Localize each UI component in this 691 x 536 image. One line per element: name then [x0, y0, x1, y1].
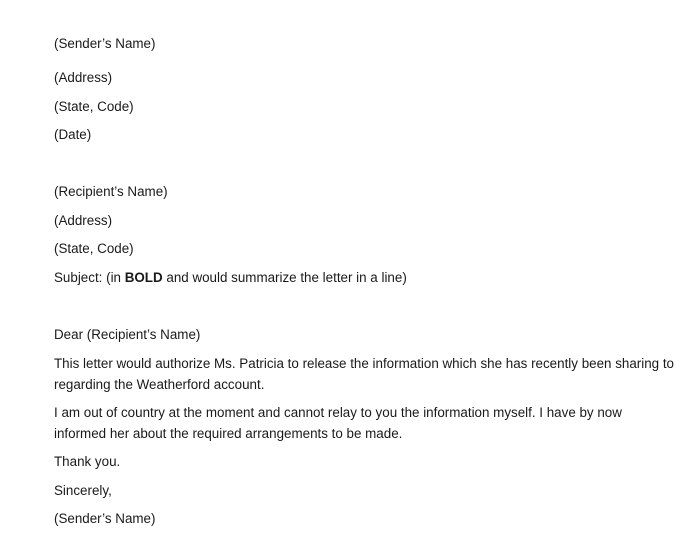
sender-address: (Address): [54, 70, 113, 85]
sender-name-signature: (Sender’s Name): [54, 511, 156, 526]
thanks-line: Thank you.: [54, 454, 121, 469]
recipient-name: (Recipient’s Name): [54, 184, 168, 199]
letter-date: (Date): [54, 127, 92, 142]
recipient-address: (Address): [54, 213, 113, 228]
sender-state-code: (State, Code): [54, 99, 134, 114]
sender-name: (Sender’s Name): [54, 36, 156, 51]
subject-suffix: and would summarize the letter in a line): [162, 270, 407, 285]
subject-line: [54, 267, 407, 288]
subject-bold-word: BOLD: [124, 270, 163, 285]
body-paragraph-1: This letter would authorize Ms. Patricia to release the information which she has recently been sharing to regarding the Weatherford account.: [54, 356, 675, 392]
subject-prefix: Subject: (in: [54, 270, 125, 285]
recipient-state-code: (State, Code): [54, 241, 134, 256]
closing-line: Sincerely,: [54, 483, 112, 498]
salutation: Dear (Recipient’s Name): [54, 327, 201, 342]
body-paragraph-2: I am out of country at the moment and cannot relay to you the information myself. I have by now informed her about the required arrangements to be made.: [54, 405, 622, 441]
